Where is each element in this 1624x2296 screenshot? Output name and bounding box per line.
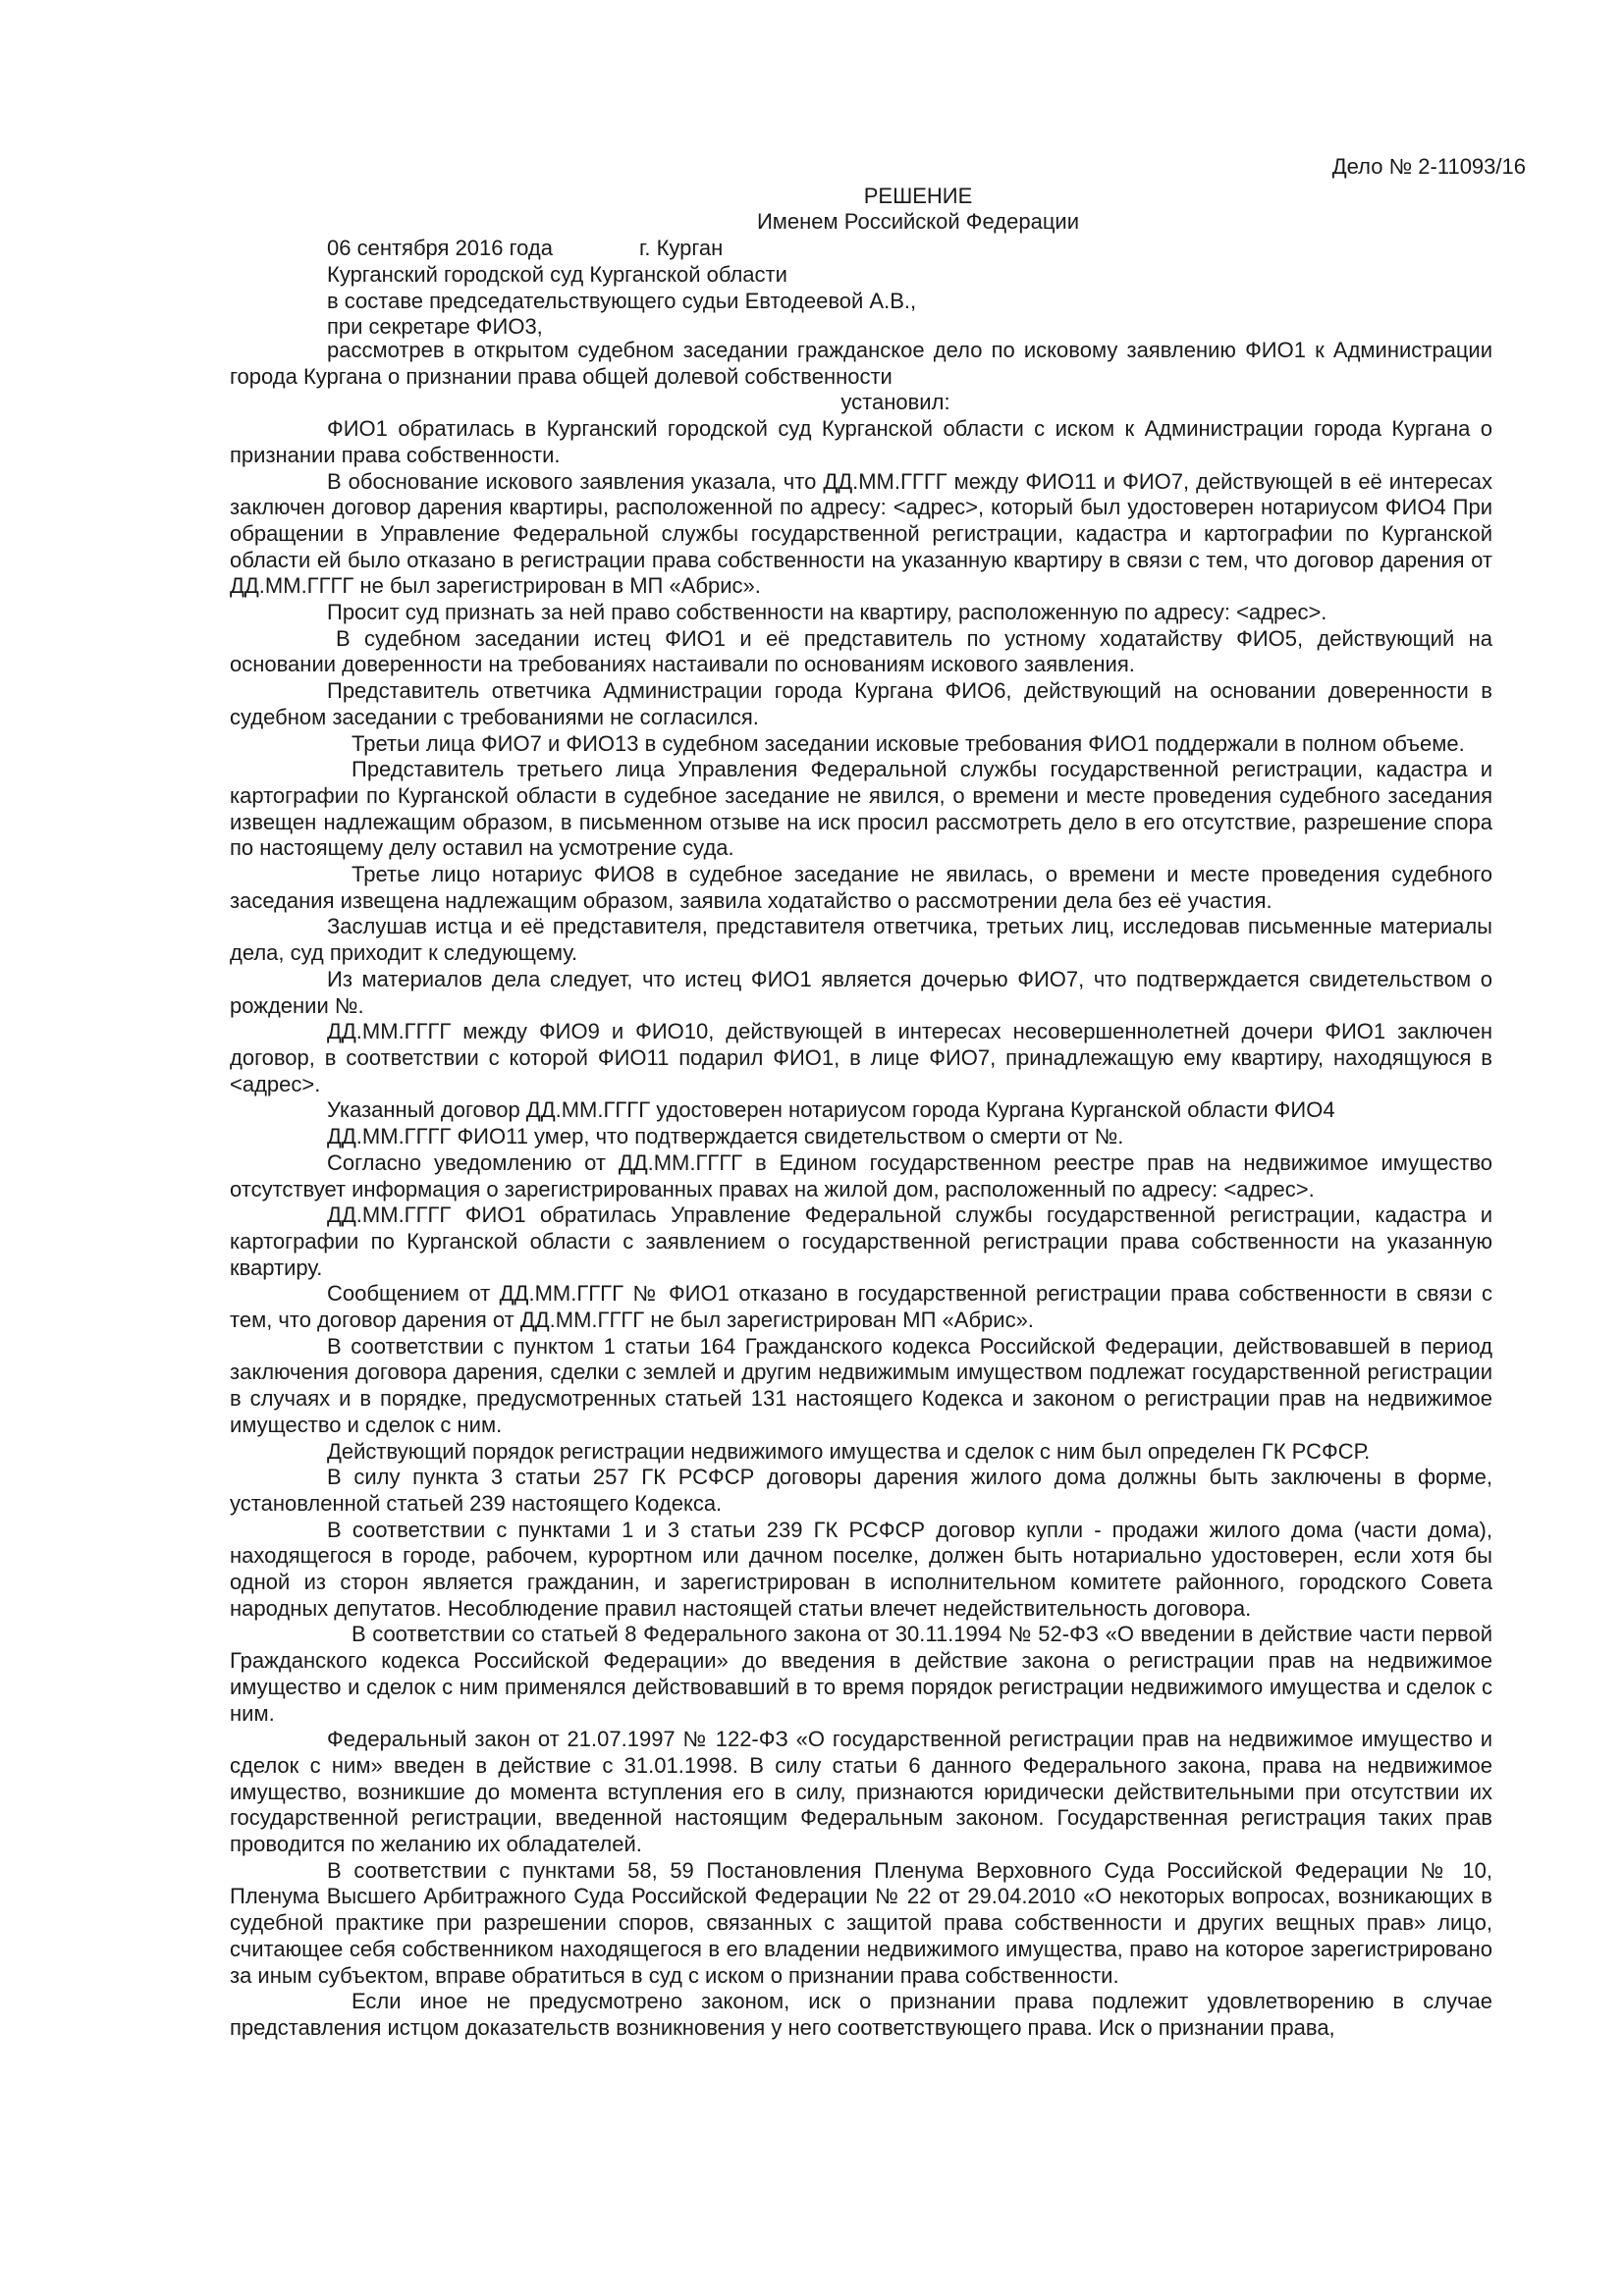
decision-date: 06 сентября 2016 года (327, 236, 553, 260)
paragraph: Федеральный закон от 21.07.1997 № 122-ФЗ «О государственной регистрации прав на недвижимое имущество и сделок с ним» введен в действие с 31.01.1998. В силу статьи 6 данного Федерального закона, права на недвижимое имущество, возникшие до момента вступления его в силу, признаются юридически действительными при отсутствии их государственной регистрации, введенной настоящим Федеральным законом. Государственная регистрация таких прав проводится по желанию их обладателей. (230, 1727, 1492, 1857)
paragraph: ФИО1 обратилась в Курганский городской суд Курганской области с иском к Администрации города Кургана о признании права собственности. (230, 416, 1492, 467)
paragraph: Представитель третьего лица Управления Федеральной службы государственной регистрации, кадастра и картографии по Курганской области в судебное заседание не явился, о времени и месте проведения судебного заседания извещен надлежащим образом, в письменном отзыве на иск просил рассмотреть дело в его отсутствие, разрешение спора по настоящему делу оставил на усмотрение суда. (230, 757, 1492, 861)
paragraph: В соответствии со статьей 8 Федерального закона от 30.11.1994 № 52-ФЗ «О введении в действие части первой Гражданского кодекса Российской Федерации» до введения в действие закона о регистрации прав на недвижимое имущество и сделок с ним применялся действовавший в то время порядок регистрации недвижимого имущества и сделок с ним. (230, 1622, 1492, 1726)
document-body (230, 338, 1492, 2042)
paragraph: Указанный договор ДД.ММ.ГГГГ удостоверен нотариусом города Кургана Курганской области ФИО4 (327, 1097, 1335, 1123)
paragraph: В силу пункта 3 статьи 257 ГК РСФСР договоры дарения жилого дома должны быть заключены в форме, установленной статьей 239 настоящего Кодекса. (230, 1465, 1492, 1516)
court-secretary: при секретаре ФИО3, (327, 314, 543, 339)
paragraph: ДД.ММ.ГГГГ ФИО11 умер, что подтверждается свидетельством о смерти от №. (327, 1124, 1124, 1149)
paragraph: В соответствии с пунктами 1 и 3 статьи 239 ГК РСФСР договор купли - продажи жилого дома (части дома), находящегося в городе, рабочем, курортном или дачном поселке, должен быть нотариально удостоверен, если хотя бы одной из сторон является гражданин, и зарегистрирован в исполнительном комитете районного, городского Совета народных депутатов. Несоблюдение правил настоящей статьи влечет недействительность договора. (230, 1517, 1492, 1621)
paragraph: Из материалов дела следует, что истец ФИО1 является дочерью ФИО7, что подтверждается свидетельством о рождении №. (230, 966, 1492, 1018)
decision-city: г. Курган (639, 236, 724, 260)
paragraph: рассмотрев в открытом судебном заседании гражданское дело по исковому заявлению ФИО1 к Администрации города Кургана о признании права общей долевой собственности (230, 338, 1492, 389)
paragraph: В соответствии с пунктом 1 статьи 164 Гражданского кодекса Российской Федерации, действовавшей в период заключения договора дарения, сделки с землей и другим недвижимым имуществом подлежат государственной регистрации в случаях и в порядке, предусмотренных статьей 131 настоящего Кодекса и законом о регистрации прав на недвижимое имущество и сделок с ним. (230, 1333, 1492, 1437)
paragraph: В обоснование искового заявления указала, что ДД.ММ.ГГГГ между ФИО11 и ФИО7, действующей в её интересах заключен договор дарения квартиры, расположенной по адресу: <адрес>, который был удостоверен нотариусом ФИО4 При обращении в Управление Федеральной службы государственной регистрации, кадастра и картографии по Курганской области ей было отказано в регистрации права собственности на указанную квартиру в связи с тем, что договор дарения от ДД.ММ.ГГГГ не был зарегистрирован в МП «Абрис». (230, 468, 1492, 599)
paragraph: Заслушав истца и её представителя, представителя ответчика, третьих лиц, исследовав письменные материалы дела, суд приходит к следующему. (230, 914, 1492, 966)
paragraph: Третье лицо нотариус ФИО8 в судебное заседание не явилась, о времени и месте проведения судебного заседания извещена надлежащим образом, заявила ходатайство о рассмотрении дела без её участия. (230, 862, 1492, 913)
paragraph: Сообщением от ДД.ММ.ГГГГ № ФИО1 отказано в государственной регистрации права собственности в связи с тем, что договор дарения от ДД.ММ.ГГГГ не был зарегистрирован МП «Абрис». (230, 1281, 1492, 1333)
paragraph: В соответствии с пунктами 58, 59 Постановления Пленума Верховного Суда Российской Федерации № 10, Пленума Высшего Арбитражного Суда Российской Федерации № 22 от 29.04.2010 «О некоторых вопросах, возникающих в судебной практике при разрешении споров, связанных с защитой права собственности и других вещных прав» лицо, считающее себя собственником находящегося в его владении недвижимого имущества, право на которое зарегистрировано за иным субъектом, вправе обратиться в суд с иском о признании права собственности. (230, 1857, 1492, 1988)
court-composition: в составе председательствующего судьи Евтодеевой А.В., (327, 289, 917, 313)
document-title: РЕШЕНИЕ (863, 184, 973, 208)
paragraph: Представитель ответчика Администрации города Кургана ФИО6, действующий на основании доверенности в судебном заседании с требованиями не согласился. (230, 678, 1492, 729)
paragraph: В судебном заседании истец ФИО1 и её представитель по устному ходатайству ФИО5, действующий на основании доверенности на требованиях настаивали по основаниям искового заявления. (230, 625, 1492, 677)
paragraph: Третьи лица ФИО7 и ФИО13 в судебном заседании исковые требования ФИО1 поддержали в полном объеме. (352, 730, 1465, 756)
paragraph: Действующий порядок регистрации недвижимого имущества и сделок с ним был определен ГК РСФСР. (327, 1438, 1371, 1464)
paragraph: Просит суд признать за ней право собственности на квартиру, расположенную по адресу: <адрес>. (327, 600, 1327, 625)
paragraph: Если иное не предусмотрено законом, иск о признании права подлежит удовлетворению в случае представления истцом доказательств возникновения у него соответствующего права. Иск о признании права, (230, 1989, 1492, 2040)
court-name: Курганский городской суд Курганской области (327, 262, 787, 287)
paragraph: ДД.ММ.ГГГГ между ФИО9 и ФИО10, действующей в интересах несовершеннолетней дочери ФИО1 заключен договор, в соответствии с которой ФИО11 подарил ФИО1, в лице ФИО7, принадлежащую ему квартиру, находящуюся в <адрес>. (230, 1019, 1492, 1096)
paragraph: ДД.ММ.ГГГГ ФИО1 обратилась Управление Федеральной службы государственной регистрации, кадастра и картографии по Курганской области с заявлением о государственной регистрации права собственности на указанную квартиру. (230, 1202, 1492, 1280)
paragraph: Согласно уведомлению от ДД.ММ.ГГГГ в Едином государственном реестре прав на недвижимое имущество отсутствует информация о зарегистрированных правах на жилой дом, расположенный по адресу: <адрес>. (230, 1149, 1492, 1201)
case-number: Дело № 2-11093/16 (1331, 154, 1526, 179)
section-heading: установил: (840, 390, 950, 415)
document-subtitle: Именем Российской Федерации (756, 209, 1080, 234)
